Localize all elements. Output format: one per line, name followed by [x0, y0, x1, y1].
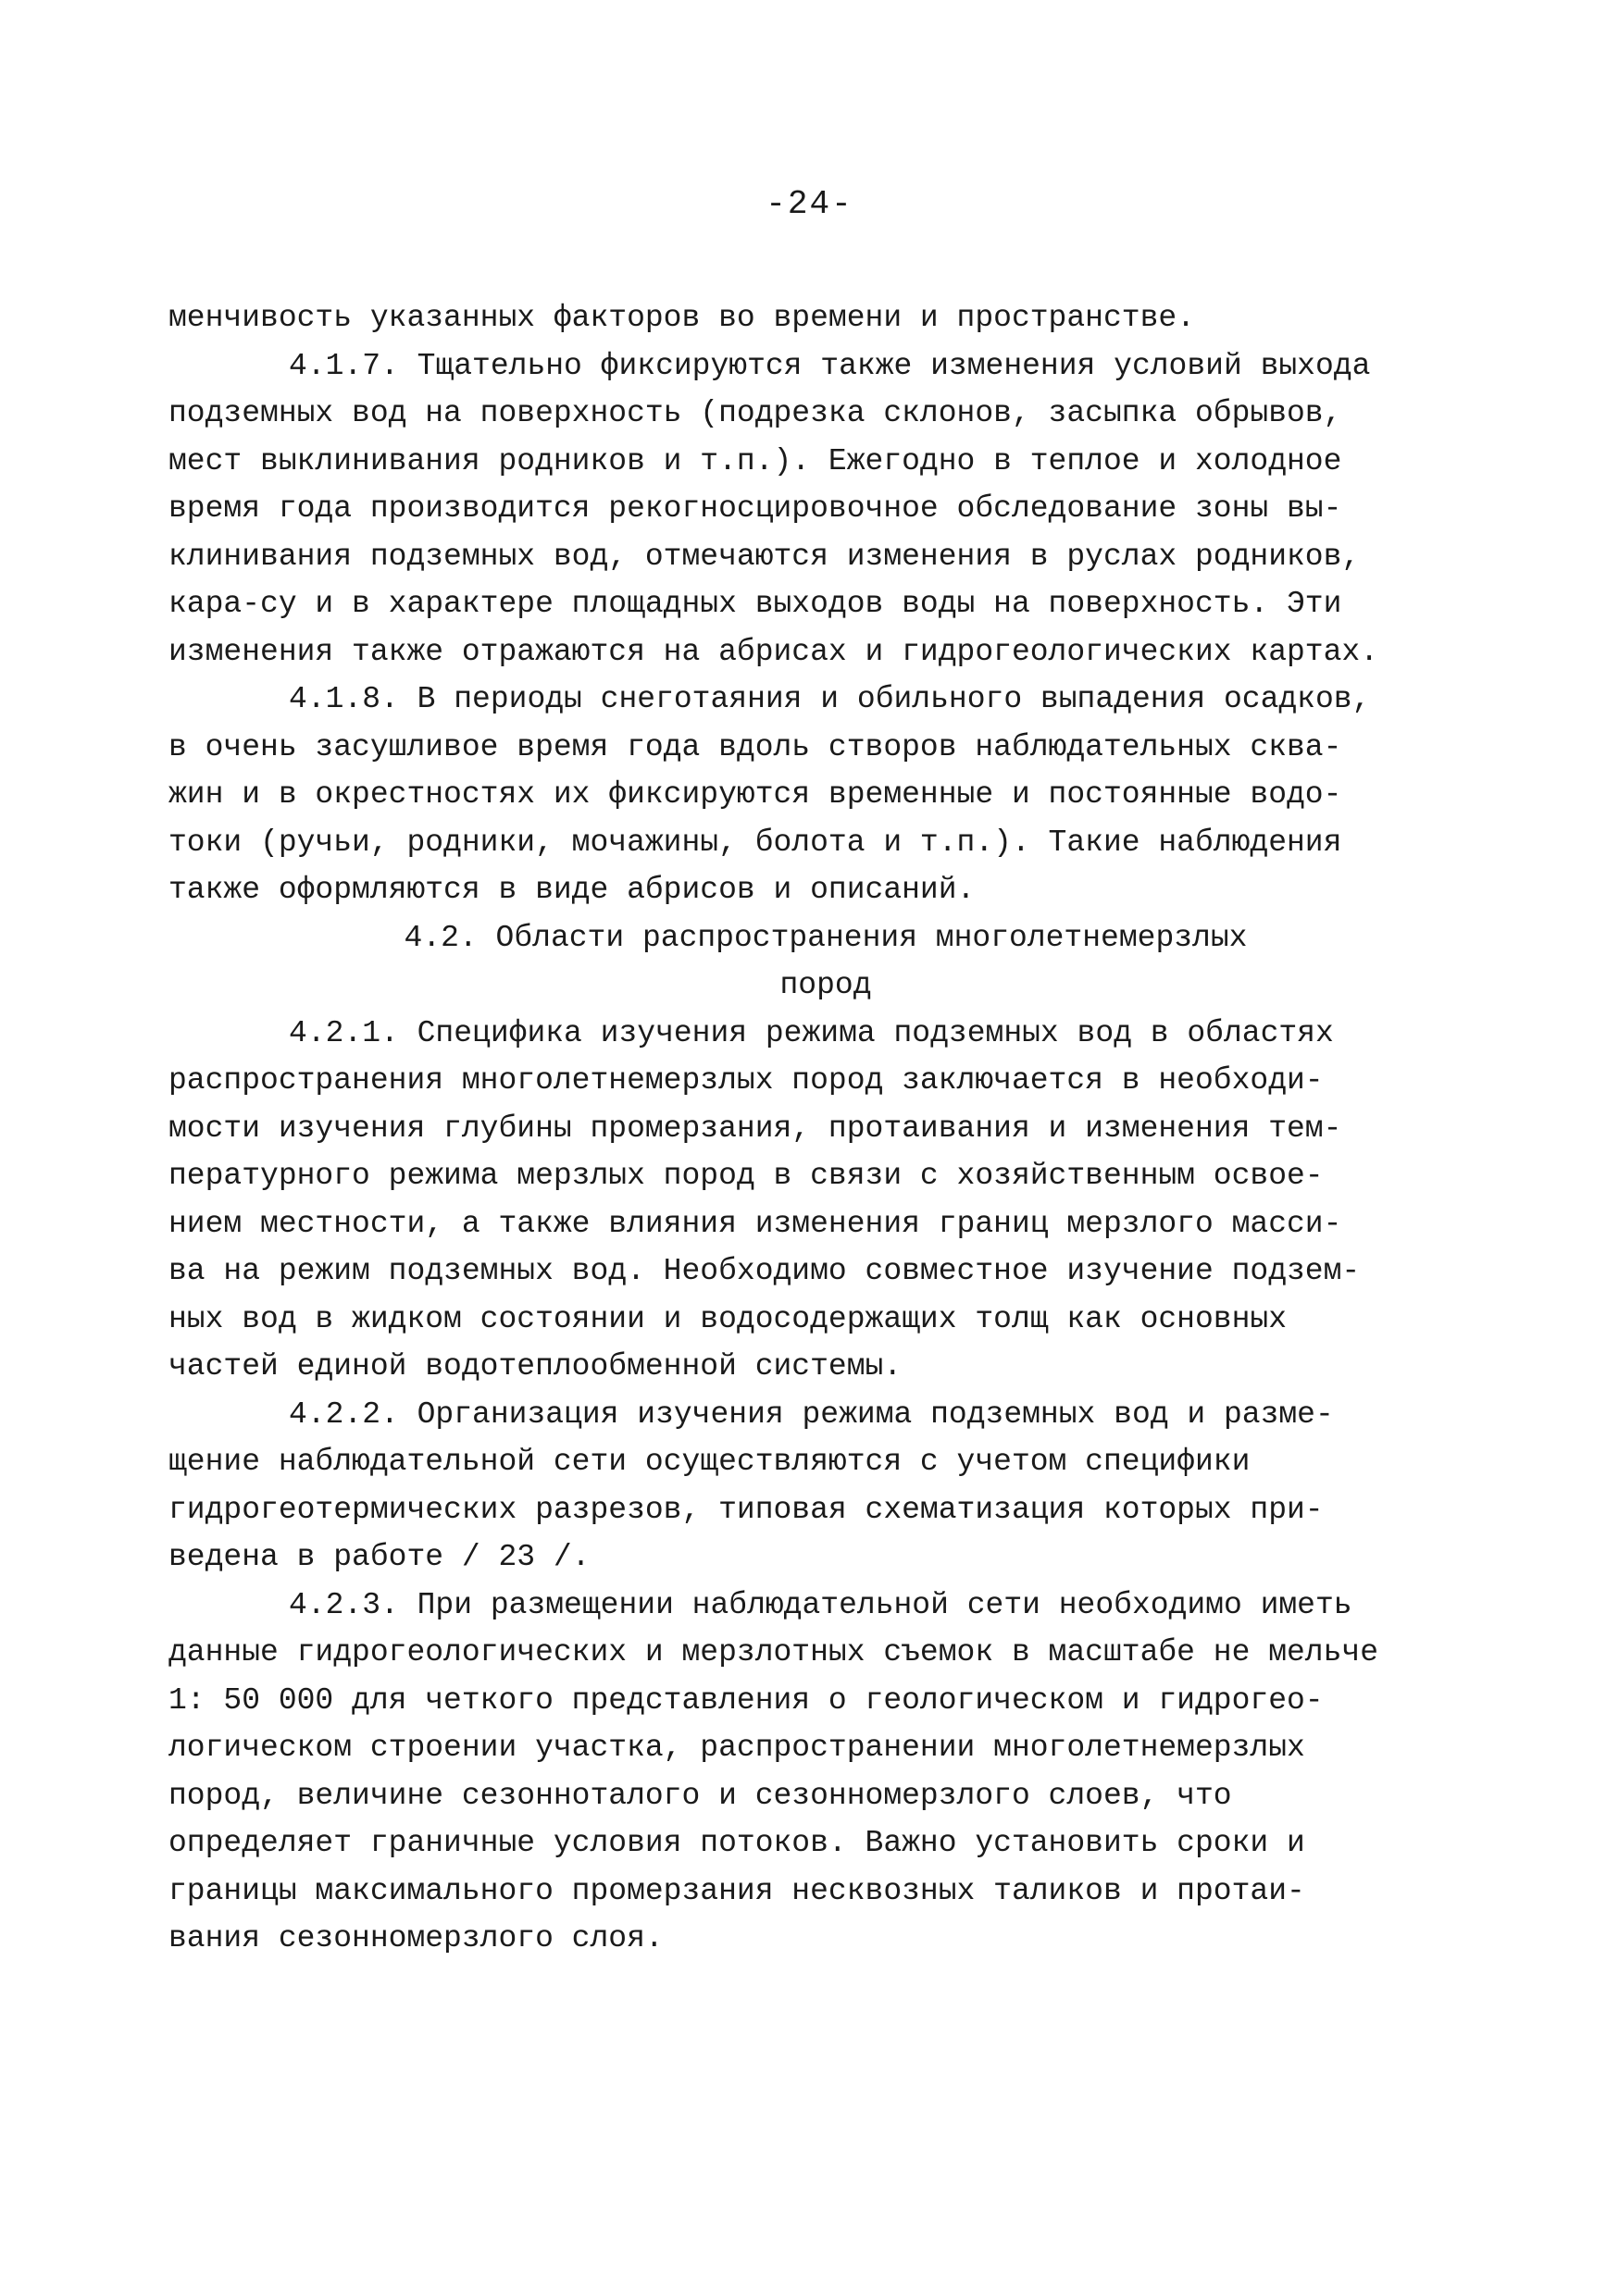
text-line: 4.1.8. В периоды снеготаяния и обильного выпадения осадков, [289, 682, 1371, 716]
paragraph-continuation [168, 294, 1483, 342]
text-line: определяет граничные условия потоков. Важно установить сроки и [168, 1826, 1305, 1860]
text-line: менчивость указанных факторов во времени и пространстве. [168, 301, 1195, 335]
paragraph-4-1-8 [168, 676, 1483, 914]
heading-line: 4.2. Области распространения многолетнемерзлых [404, 920, 1248, 955]
text-line: вания сезонномерзлого слоя. [168, 1921, 664, 1955]
text-line: время года производится рекогносцировочное обследование зоны вы- [168, 491, 1342, 526]
text-line: 4.2.1. Специфика изучения режима подземных вод в областях [289, 1015, 1334, 1050]
text-line: пород, величине сезонноталого и сезонномерзлого слоев, что [168, 1778, 1232, 1813]
text-line: мест выклинивания родников и т.п.). Ежегодно в теплое и холодное [168, 443, 1342, 478]
text-line: подземных вод на поверхность (подрезка склонов, засыпка обрывов, [168, 396, 1342, 430]
text-line: частей единой водотеплообменной системы. [168, 1349, 903, 1384]
text-line: клинивания подземных вод, отмечаются изменения в руслах родников, [168, 539, 1361, 574]
section-heading-4-2 [168, 914, 1483, 1010]
text-line: токи (ручьи, родники, мочажины, болота и т.п.). Такие наблюдения [168, 825, 1342, 860]
text-line: ведена в работе / 23 /. [168, 1540, 591, 1574]
text-line: ных вод в жидком состоянии и водосодержащих толщ как основных [168, 1301, 1287, 1336]
text-line: изменения также отражаются на абрисах и гидрогеологических картах. [168, 634, 1379, 669]
text-line: 4.2.3. При размещении наблюдательной сети необходимо иметь [289, 1587, 1352, 1622]
text-line: пературного режима мерзлых пород в связи с хозяйственным освое- [168, 1159, 1324, 1193]
text-line: кара-су и в характере площадных выходов воды на поверхность. Эти [168, 587, 1342, 621]
text-line: 1: 50 000 для четкого представления о геологическом и гидрогео- [168, 1682, 1324, 1718]
paragraph-4-2-2 [168, 1391, 1483, 1582]
paragraph-4-1-7 [168, 342, 1483, 676]
text-line: данные гидрогеологических и мерзлотных съемок в масштабе не мельче [168, 1635, 1379, 1669]
text-line: 4.1.7. Тщательно фиксируются также изменения условий выхода [289, 348, 1371, 383]
text-line: жин и в окрестностях их фиксируются временные и постоянные водо- [168, 777, 1342, 812]
text-line: ва на режим подземных вод. Необходимо совместное изучение подзем- [168, 1254, 1361, 1288]
text-line: гидрогеотермических разрезов, типовая схематизация которых при- [168, 1492, 1324, 1527]
text-line: мости изучения глубины промерзания, протаивания и изменения тем- [168, 1111, 1342, 1146]
paragraph-4-2-1 [168, 1010, 1483, 1391]
page-number: -24- [766, 185, 853, 223]
document-body [168, 294, 1483, 1963]
text-line: также оформляются в виде абрисов и описаний. [168, 873, 976, 907]
text-line: логическом строении участка, распространении многолетнемерзлых [168, 1731, 1305, 1765]
text-line: щение наблюдательной сети осуществляются с учетом специфики [168, 1445, 1251, 1479]
text-line: в очень засушливое время года вдоль створов наблюдательных сква- [168, 729, 1342, 764]
text-line: нием местности, а также влияния изменения границ мерзлого масси- [168, 1206, 1342, 1241]
text-line: 4.2.2. Организация изучения режима подземных вод и разме- [289, 1396, 1334, 1432]
text-line: распространения многолетнемерзлых пород заключается в необходи- [168, 1063, 1324, 1098]
paragraph-4-2-3 [168, 1582, 1483, 1963]
heading-line: пород [779, 968, 872, 1002]
text-line: границы максимального промерзания несквозных таликов и протаи- [168, 1873, 1305, 1908]
